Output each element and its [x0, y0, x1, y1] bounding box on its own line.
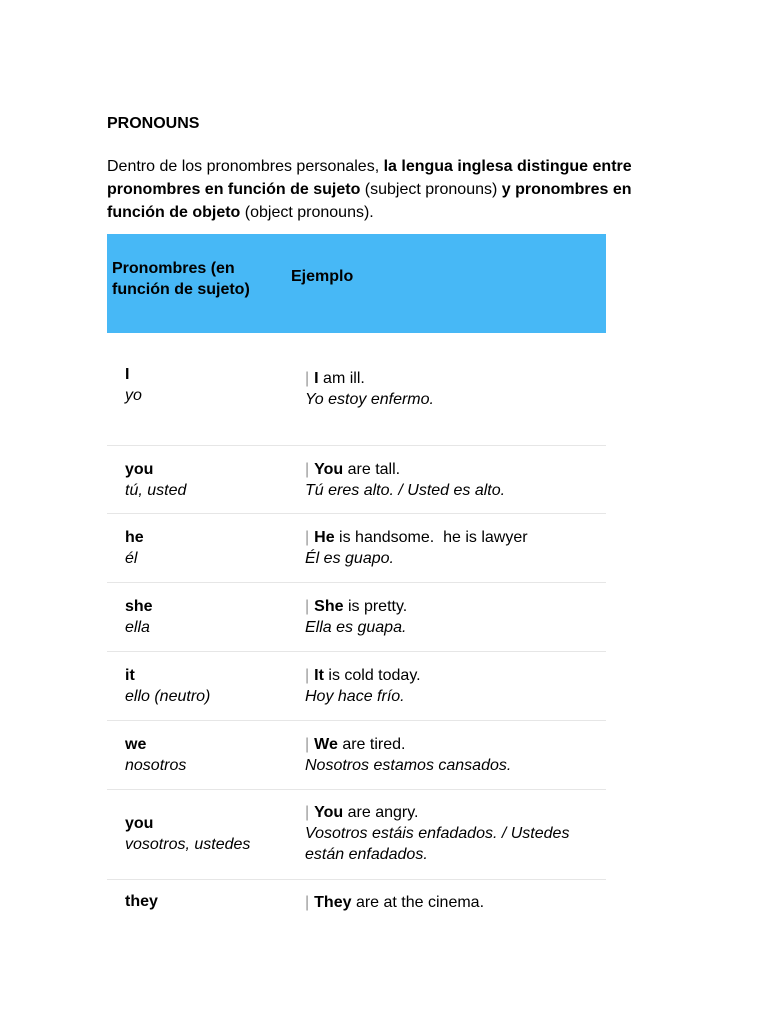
divider: |: [305, 529, 310, 546]
pronoun-en: he: [125, 529, 144, 546]
example-translation: Él es guapo.: [305, 550, 394, 567]
example-subject: He: [314, 529, 335, 546]
example-rest: is cold today.: [323, 667, 421, 684]
pronoun-cell: [125, 891, 158, 912]
example-rest: are tired.: [337, 736, 406, 753]
divider: |: [305, 461, 310, 478]
example-subject: We: [314, 736, 338, 753]
pronoun-es: ella: [125, 619, 150, 636]
example-cell: [305, 802, 605, 865]
example-translation: Yo estoy enfermo.: [305, 391, 434, 408]
table-header: [107, 234, 606, 333]
pronoun-cell: [125, 527, 144, 569]
table-row: [107, 880, 606, 930]
header-example: Ejemplo: [291, 268, 354, 285]
pronoun-es: vosotros, ustedes: [125, 836, 251, 853]
table-row: [107, 652, 606, 721]
example-subject: You: [314, 804, 344, 821]
pronoun-es: nosotros: [125, 757, 187, 774]
table-row: [107, 583, 606, 652]
intro-text-2: (subject pronouns): [360, 181, 502, 198]
example-line: [305, 802, 605, 823]
pronoun-cell: [125, 596, 153, 638]
example-subject: They: [314, 894, 352, 911]
pronoun-es: yo: [125, 387, 142, 404]
example-rest: are tall.: [343, 461, 401, 478]
header-pronoun: Pronombres (en función de sujeto): [112, 260, 250, 298]
pronoun-en: you: [125, 461, 154, 478]
divider: |: [305, 598, 310, 615]
example-translation: Ella es guapa.: [305, 619, 407, 636]
example-line: [305, 459, 605, 480]
pronoun-en: it: [125, 667, 135, 684]
divider: |: [305, 894, 310, 911]
pronoun-es: él: [125, 550, 138, 567]
intro-text-3: (object pronouns).: [240, 204, 374, 221]
pronoun-cell: [125, 665, 210, 707]
example-line: [305, 734, 605, 755]
page-title: PRONOUNS: [107, 115, 200, 132]
pronoun-en: you: [125, 815, 154, 832]
example-line: [305, 892, 605, 913]
intro-paragraph: [107, 155, 667, 224]
example-cell: [305, 665, 605, 707]
example-rest: am ill.: [318, 370, 365, 387]
pronoun-cell: [125, 364, 142, 406]
table-row: [107, 790, 606, 880]
example-rest: are angry.: [343, 804, 419, 821]
pronoun-en: we: [125, 736, 147, 753]
pronoun-en: they: [125, 893, 158, 910]
example-rest: are at the cinema.: [351, 894, 485, 911]
example-subject: It: [314, 667, 324, 684]
example-line: [305, 527, 605, 548]
pronoun-en: she: [125, 598, 153, 615]
table-row: [107, 333, 606, 446]
example-subject: You: [314, 461, 344, 478]
example-rest: is handsome. he is lawyer: [334, 529, 528, 546]
example-cell: [305, 527, 605, 569]
intro-text-1: Dentro de los pronombres personales,: [107, 158, 384, 175]
intro-bold-2: y pronombres en función de objeto: [107, 181, 632, 221]
pronoun-cell: [125, 813, 250, 855]
table-row: [107, 446, 606, 514]
pronoun-en: I: [125, 366, 130, 383]
divider: |: [305, 736, 310, 753]
example-cell: [305, 892, 605, 913]
example-rest: is pretty.: [343, 598, 408, 615]
pronoun-cell: [125, 459, 186, 501]
example-line: [305, 665, 605, 686]
divider: |: [305, 667, 310, 684]
example-translation: Tú eres alto. / Usted es alto.: [305, 482, 506, 499]
example-subject: I: [314, 370, 319, 387]
example-cell: [305, 734, 605, 776]
pronoun-es: tú, usted: [125, 482, 187, 499]
table-row: [107, 514, 606, 583]
divider: |: [305, 804, 310, 821]
example-translation: Nosotros estamos cansados.: [305, 757, 512, 774]
pronoun-es: ello (neutro): [125, 688, 211, 705]
example-cell: [305, 459, 605, 501]
divider: |: [305, 370, 310, 387]
example-translation: Vosotros estáis enfadados. / Ustedes están enfadados.: [305, 825, 570, 863]
example-cell: [305, 368, 605, 410]
example-translation: Hoy hace frío.: [305, 688, 405, 705]
intro-bold-1: la lengua inglesa distingue entre pronombres en función de sujeto: [107, 158, 632, 198]
table-row: [107, 721, 606, 790]
example-subject: She: [314, 598, 344, 615]
example-line: [305, 368, 605, 389]
example-cell: [305, 596, 605, 638]
pronoun-cell: [125, 734, 186, 776]
example-line: [305, 596, 605, 617]
